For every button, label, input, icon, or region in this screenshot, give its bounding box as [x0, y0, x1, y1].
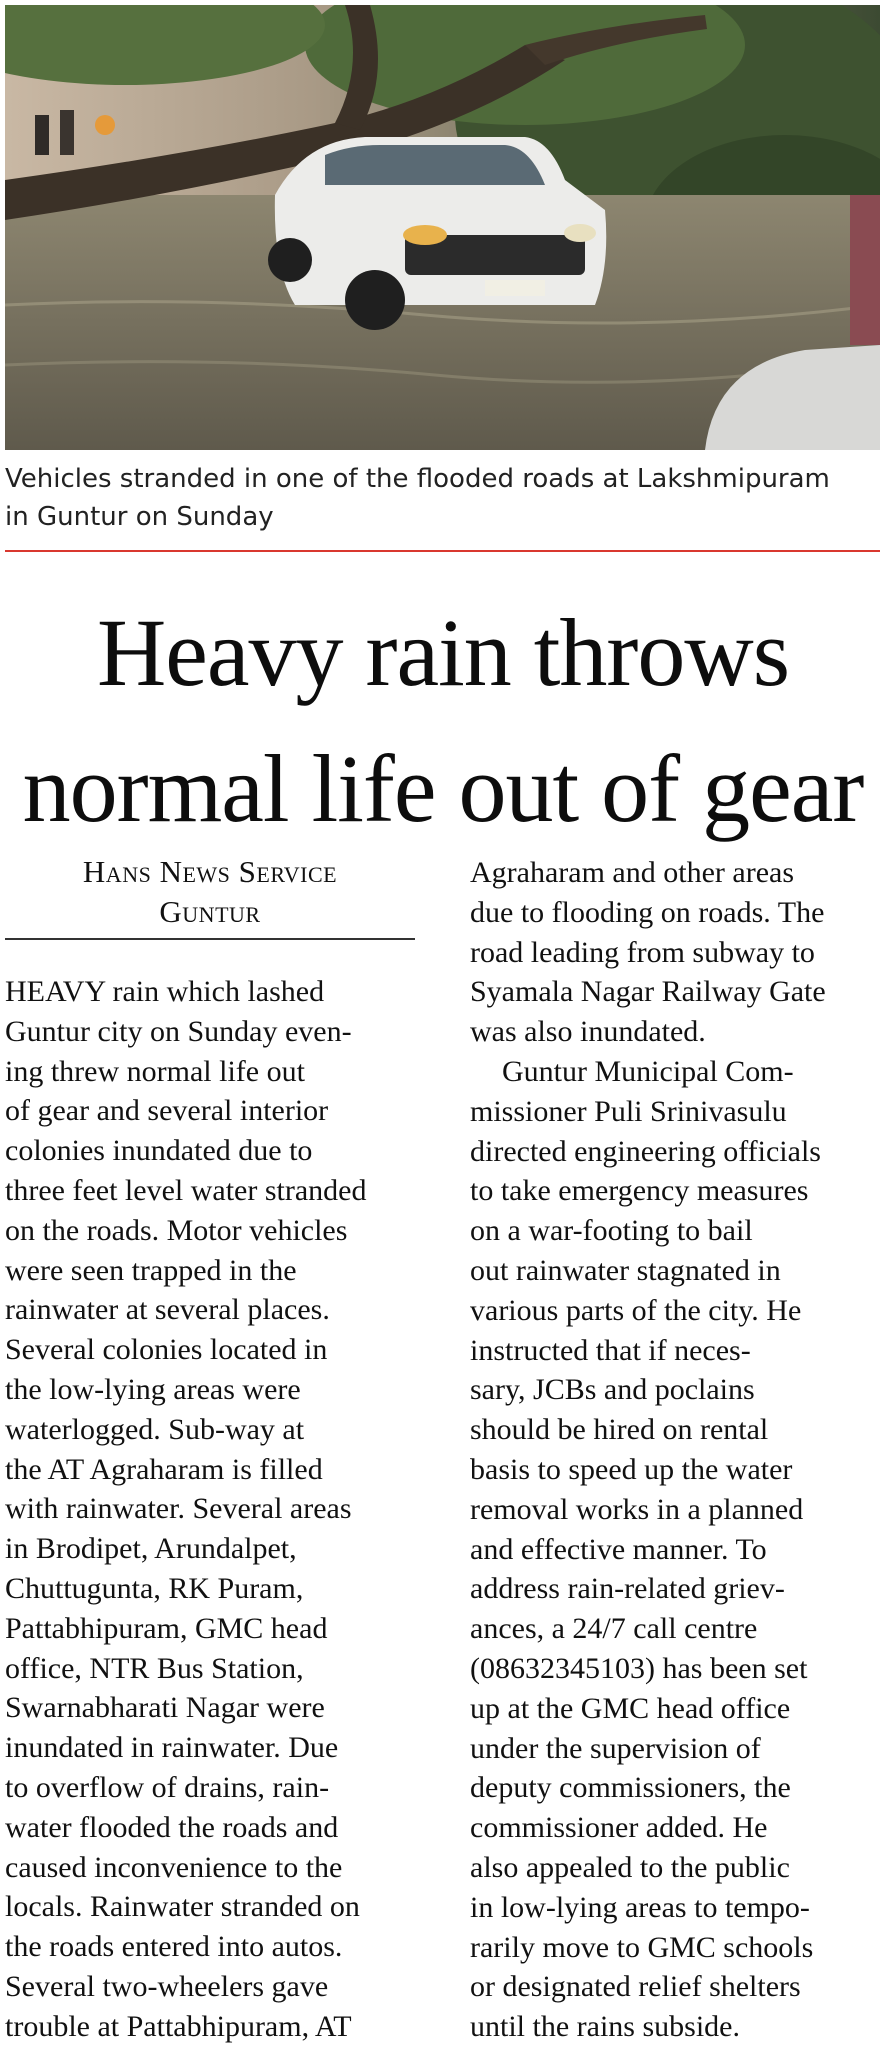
text-line: missioner Puli Srinivasulu: [470, 1094, 787, 1128]
text-line: HEAVY rain which lashed: [5, 975, 325, 1008]
text-line: also appealed to the public: [470, 1850, 790, 1884]
text-line: address rain-related griev-: [470, 1572, 785, 1606]
text-line: until the rains subside.: [470, 2010, 740, 2044]
text-line: locals. Rainwater stranded on: [5, 1890, 360, 1924]
text-line: out rainwater stagnated in: [470, 1253, 781, 1287]
text-line: of gear and several interior: [5, 1094, 329, 1128]
text-line: various parts of the city. He: [470, 1293, 802, 1327]
text-line: and effective manner. To: [470, 1532, 767, 1566]
text-line: removal works in a planned: [470, 1492, 804, 1526]
text-line: commissioner added. He: [470, 1811, 768, 1845]
text-line: or designated relief shelters: [470, 1970, 801, 2004]
photo-caption: [5, 460, 880, 536]
text-line: ing threw normal life out: [5, 1054, 305, 1088]
text-line: Chuttugunta, RK Puram,: [5, 1571, 304, 1605]
article-column-left: [5, 972, 420, 2047]
text-line: with rainwater. Several areas: [5, 1492, 352, 1526]
text-line: instructed that if neces-: [470, 1333, 751, 1367]
text-line: due to flooding on roads. The: [470, 895, 825, 929]
text-line: rainwater at several places.: [5, 1293, 330, 1327]
text-line: in low-lying areas to tempo-: [470, 1890, 810, 1924]
text-line: basis to speed up the water: [470, 1452, 793, 1486]
text-line: Syamala Nagar Railway Gate: [470, 975, 826, 1009]
text-line: under the supervision of: [470, 1731, 761, 1765]
article-paragraph: [5, 972, 420, 2047]
flooded-street-photo-icon: [5, 5, 880, 450]
text-line: colonies inundated due to: [5, 1134, 313, 1168]
text-line: Several colonies located in: [5, 1333, 328, 1367]
caption-line: Vehicles stranded in one of the flooded roads at Lakshmipuram: [5, 464, 830, 494]
text-line: inundated in rainwater. Due: [5, 1731, 339, 1765]
headline-line: Heavy rain throws: [96, 599, 790, 706]
caption-divider: [5, 550, 880, 552]
byline: [5, 852, 415, 932]
text-line: (08632345103) has been set: [470, 1651, 808, 1685]
text-line: office, NTR Bus Station,: [5, 1651, 304, 1685]
caption-line: in Guntur on Sunday: [5, 502, 274, 532]
byline-divider: [5, 938, 415, 940]
text-line: the low-lying areas were: [5, 1372, 301, 1406]
news-photo: [5, 5, 880, 450]
text-line: directed engineering officials: [470, 1134, 821, 1168]
text-line: the AT Agraharam is filled: [5, 1452, 323, 1486]
text-line: on the roads. Motor vehicles: [5, 1213, 348, 1247]
byline-place: Guntur: [159, 894, 261, 929]
text-line: in Brodipet, Arundalpet,: [5, 1532, 297, 1566]
article-column-right: [470, 853, 882, 2047]
headline: [0, 585, 886, 857]
article-paragraph: [470, 1052, 882, 2047]
byline-agency: Hans News Service: [82, 854, 338, 889]
text-line: to overflow of drains, rain-: [5, 1770, 330, 1804]
text-line: Agraharam and other areas: [470, 856, 794, 889]
text-line: to take emergency measures: [470, 1174, 809, 1208]
text-line: waterlogged. Sub-way at: [5, 1412, 305, 1446]
text-line: were seen trapped in the: [5, 1253, 297, 1287]
car-icon: [268, 137, 606, 330]
text-line: the roads entered into autos.: [5, 1930, 343, 1964]
text-line: was also inundated.: [470, 1015, 706, 1049]
text-line: caused inconvenience to the: [5, 1850, 343, 1884]
text-line: should be hired on rental: [470, 1413, 769, 1447]
text-line: trouble at Pattabhipuram, AT: [5, 2009, 352, 2043]
text-line: Several two-wheelers gave: [5, 1969, 329, 2003]
text-line: water flooded the roads and: [5, 1810, 339, 1844]
text-line: rarily move to GMC schools: [470, 1930, 814, 1964]
text-line: Guntur Municipal Com-: [502, 1054, 794, 1088]
text-line: three feet level water stranded: [5, 1173, 367, 1207]
text-line: on a war-footing to bail: [470, 1214, 753, 1248]
article-paragraph: [470, 853, 882, 1052]
headline-line: normal life out of gear: [22, 735, 864, 842]
text-line: deputy commissioners, the: [470, 1771, 791, 1805]
text-line: up at the GMC head office: [470, 1691, 791, 1725]
text-line: Pattabhipuram, GMC head: [5, 1611, 328, 1645]
text-line: Guntur city on Sunday even-: [5, 1014, 352, 1048]
text-line: Swarnabharati Nagar were: [5, 1691, 325, 1725]
text-line: ances, a 24/7 call centre: [470, 1612, 758, 1646]
text-line: sary, JCBs and poclains: [470, 1373, 755, 1407]
text-line: road leading from subway to: [470, 935, 815, 969]
